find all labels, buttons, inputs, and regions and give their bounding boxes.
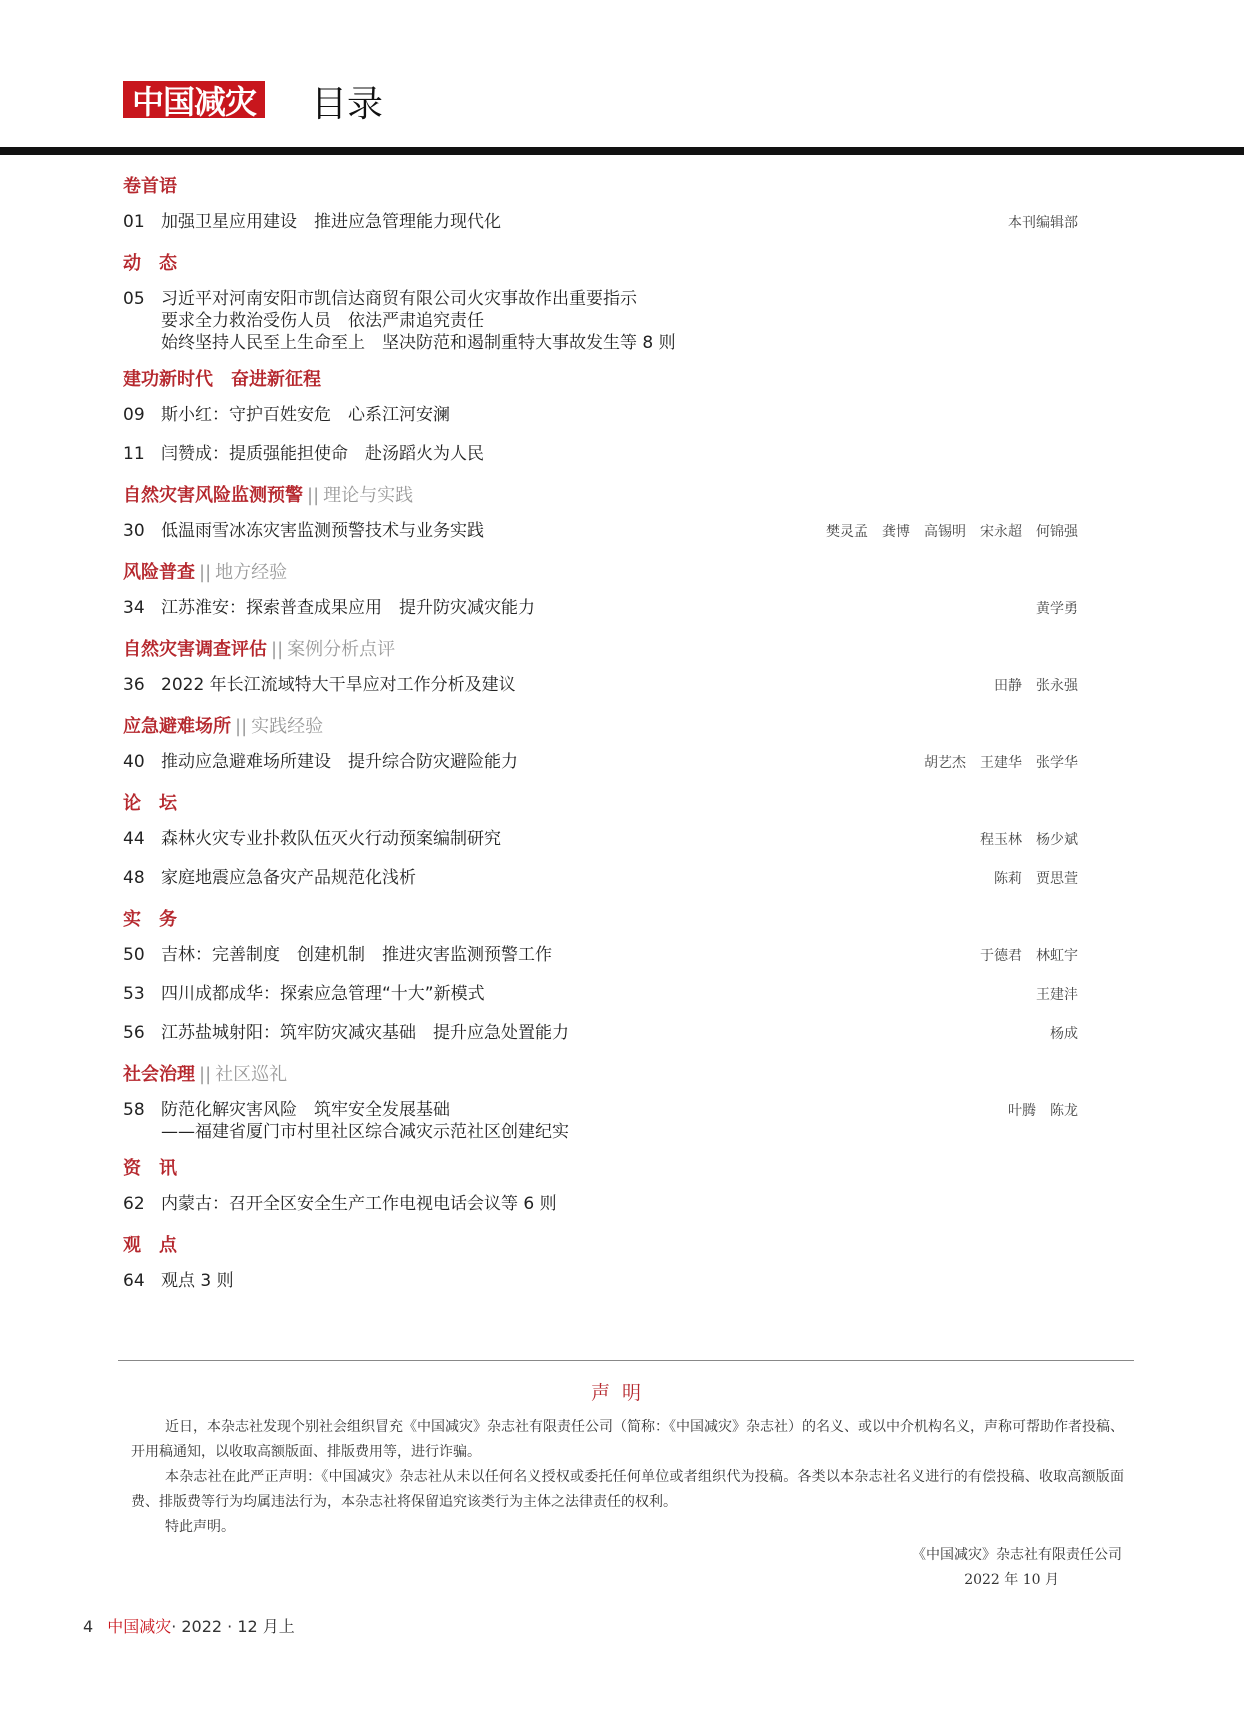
section-subtitle: 案例分析点评 xyxy=(287,639,396,660)
author-name: 黄学勇 xyxy=(1036,601,1078,617)
author-name: 杨成 xyxy=(1050,1026,1078,1042)
entry-authors xyxy=(1022,984,1078,1006)
entry-authors xyxy=(1036,1023,1078,1045)
notice-paragraph: 本杂志社在此严正声明：《中国减灾》杂志社从未以任何名义授权或委托任何单位或者组织代为投稿。各类以本杂志社名义进行的有偿投稿、收取高额版面费、排版费等行为均属违法行为，本杂志社将保留追究该类行为主体之法律责任的权利。 xyxy=(131,1469,1124,1510)
entry-authors xyxy=(1022,598,1078,620)
section-subtitle: 社区巡礼 xyxy=(215,1064,288,1085)
author-name: 王建沣 xyxy=(1036,987,1078,1003)
entry-title-line: 低温雨雪冰冻灾害监测预警技术与业务实践 xyxy=(161,521,484,541)
header-divider xyxy=(0,147,1244,155)
entry-page-number: 01 xyxy=(123,212,145,232)
entry-authors xyxy=(980,868,1078,890)
notice-paragraph: 特此声明。 xyxy=(165,1519,235,1535)
section-name: 实 务 xyxy=(123,909,177,930)
entry-title-line: 习近平对河南安阳市凯信达商贸有限公司火灾事故作出重要指示 xyxy=(161,289,637,309)
toc-section-heading xyxy=(123,1150,1078,1188)
entry-page-number: 40 xyxy=(123,752,145,772)
author-name: 贾思萱 xyxy=(1036,871,1078,887)
section-separator: || xyxy=(307,485,320,506)
toc-section-heading xyxy=(123,1056,1078,1094)
toc-section-heading xyxy=(123,554,1078,592)
toc-section-heading xyxy=(123,245,1078,283)
author-name: 本刊编辑部 xyxy=(1008,215,1078,231)
page-header xyxy=(0,0,1244,155)
toc-section-heading xyxy=(123,631,1078,669)
entry-page-number: 05 xyxy=(123,289,145,309)
author-name: 张学华 xyxy=(1036,755,1078,771)
section-name: 观 点 xyxy=(123,1235,177,1256)
section-subtitle: 地方经验 xyxy=(215,562,288,583)
entry-authors xyxy=(910,752,1078,774)
author-name: 陈龙 xyxy=(1050,1103,1078,1119)
section-separator: || xyxy=(271,639,284,660)
entry-page-number: 44 xyxy=(123,829,145,849)
entry-title-line: 江苏淮安：探索普查成果应用 提升防灾减灾能力 xyxy=(161,598,535,618)
author-name: 杨少斌 xyxy=(1036,832,1078,848)
toc-entry[interactable] xyxy=(123,1188,1078,1227)
author-name: 樊灵孟 xyxy=(826,524,868,540)
author-name: 叶腾 xyxy=(1008,1103,1036,1119)
magazine-logo: 中国减灾 xyxy=(123,81,265,118)
section-separator: || xyxy=(235,716,248,737)
table-of-contents xyxy=(123,168,1078,1304)
entry-title-line: 四川成都成华：探索应急管理“十大”新模式 xyxy=(161,984,485,1004)
entry-title-line: 加强卫星应用建设 推进应急管理能力现代化 xyxy=(161,212,501,232)
entry-page-number: 64 xyxy=(123,1271,145,1291)
toc-section-heading xyxy=(123,785,1078,823)
entry-page-number: 11 xyxy=(123,444,145,464)
page-footer xyxy=(83,1614,295,1637)
footer-magazine-name: 中国减灾 xyxy=(107,1617,172,1636)
entry-title-line: 要求全力救治受伤人员 依法严肃追究责任 xyxy=(161,311,484,331)
entry-title-line: 2022 年长江流域特大干旱应对工作分析及建议 xyxy=(161,675,516,695)
section-name: 社会治理 xyxy=(123,1064,195,1085)
entry-page-number: 48 xyxy=(123,868,145,888)
notice-title: 声明 xyxy=(590,1382,653,1404)
entry-title-line: 推动应急避难场所建设 提升综合防灾避险能力 xyxy=(161,752,518,772)
toc-entry[interactable] xyxy=(123,1017,1078,1056)
author-name: 何锦强 xyxy=(1036,524,1078,540)
toc-entry[interactable] xyxy=(123,939,1078,978)
author-name: 程玉林 xyxy=(980,832,1022,848)
notice-signature-block xyxy=(912,1543,1122,1593)
section-subtitle: 理论与实践 xyxy=(323,485,414,506)
entry-page-number: 56 xyxy=(123,1023,145,1043)
entry-authors xyxy=(994,212,1078,234)
entry-authors xyxy=(966,945,1078,967)
toc-entry[interactable] xyxy=(123,746,1078,785)
entry-page-number: 30 xyxy=(123,521,145,541)
section-name: 资 讯 xyxy=(123,1158,177,1179)
entry-title-line: 吉林：完善制度 创建机制 推进灾害监测预警工作 xyxy=(161,945,552,965)
entry-title-line: 观点 3 则 xyxy=(161,1271,234,1291)
notice-date: 2022 年 10 月 xyxy=(964,1572,1059,1588)
section-separator: || xyxy=(199,562,212,583)
entry-authors xyxy=(994,1100,1078,1122)
toc-entry[interactable] xyxy=(123,283,1078,361)
entry-authors xyxy=(812,521,1078,543)
section-name: 动 态 xyxy=(123,253,177,274)
notice-body xyxy=(131,1415,1124,1540)
toc-entry[interactable] xyxy=(123,206,1078,245)
toc-entry[interactable] xyxy=(123,823,1078,862)
toc-entry[interactable] xyxy=(123,862,1078,901)
toc-section-heading xyxy=(123,708,1078,746)
footer-issue: · 2022 · 12 月上 xyxy=(171,1617,295,1636)
author-name: 陈莉 xyxy=(994,871,1022,887)
section-name: 自然灾害风险监测预警 xyxy=(123,485,303,506)
author-name: 于德君 xyxy=(980,948,1022,964)
section-name: 应急避难场所 xyxy=(123,716,231,737)
author-name: 王建华 xyxy=(980,755,1022,771)
entry-page-number: 36 xyxy=(123,675,145,695)
toc-entry[interactable] xyxy=(123,438,1078,477)
section-name: 卷首语 xyxy=(123,176,177,197)
entry-page-number: 34 xyxy=(123,598,145,618)
toc-entry[interactable] xyxy=(123,515,1078,554)
section-name: 自然灾害调查评估 xyxy=(123,639,267,660)
entry-authors xyxy=(966,829,1078,851)
entry-page-number: 50 xyxy=(123,945,145,965)
author-name: 田静 xyxy=(994,678,1022,694)
section-separator: || xyxy=(199,1064,212,1085)
notice-signature: 《中国减灾》杂志社有限责任公司 xyxy=(912,1547,1122,1563)
toc-entry[interactable] xyxy=(123,978,1078,1017)
author-name: 林虹宇 xyxy=(1036,948,1078,964)
entry-title-line: 始终坚持人民至上生命至上 坚决防范和遏制重特大事故发生等 8 则 xyxy=(161,333,676,353)
entry-title-line: 内蒙古：召开全区安全生产工作电视电话会议等 6 则 xyxy=(161,1194,557,1214)
entry-page-number: 62 xyxy=(123,1194,145,1214)
toc-entry[interactable] xyxy=(123,1265,1078,1304)
footer-page-number: 4 xyxy=(83,1617,94,1636)
notice-paragraph: 近日，本杂志社发现个别社会组织冒充《中国减灾》杂志社有限责任公司（简称：《中国减灾》杂志社）的名义、或以中介机构名义，声称可帮助作者投稿、开用稿通知，以收取高额版面、排版费用等，进行诈骗。 xyxy=(131,1419,1124,1460)
section-subtitle: 实践经验 xyxy=(251,716,324,737)
toc-entry[interactable] xyxy=(123,399,1078,438)
toc-entry[interactable] xyxy=(123,669,1078,708)
notice-divider xyxy=(118,1360,1134,1361)
section-name: 风险普查 xyxy=(123,562,195,583)
toc-section-heading xyxy=(123,361,1078,399)
entry-page-number: 09 xyxy=(123,405,145,425)
toc-entry[interactable] xyxy=(123,1094,1078,1150)
section-name: 论 坛 xyxy=(123,793,177,814)
entry-title-line: 森林火灾专业扑救队伍灭火行动预案编制研究 xyxy=(161,829,501,849)
author-name: 宋永超 xyxy=(980,524,1022,540)
author-name: 高锡明 xyxy=(924,524,966,540)
entry-title-line: 斯小红：守护百姓安危 心系江河安澜 xyxy=(161,405,450,425)
entry-title-line: 江苏盐城射阳：筑牢防灾减灾基础 提升应急处置能力 xyxy=(161,1023,569,1043)
entry-title-line: 家庭地震应急备灾产品规范化浅析 xyxy=(161,868,416,888)
author-name: 龚博 xyxy=(882,524,910,540)
toc-section-heading xyxy=(123,168,1078,206)
author-name: 张永强 xyxy=(1036,678,1078,694)
page-title: 目录 xyxy=(311,84,384,125)
entry-title-line: ——福建省厦门市村里社区综合减灾示范社区创建纪实 xyxy=(161,1122,569,1142)
entry-page-number: 58 xyxy=(123,1100,145,1120)
toc-section-heading xyxy=(123,1227,1078,1265)
author-name: 胡艺杰 xyxy=(924,755,966,771)
entry-title-line: 闫赞成：提质强能担使命 赴汤蹈火为人民 xyxy=(161,444,484,464)
toc-section-heading xyxy=(123,477,1078,515)
section-name: 建功新时代 奋进新征程 xyxy=(123,369,321,390)
entry-title-line: 防范化解灾害风险 筑牢安全发展基础 xyxy=(161,1100,450,1120)
toc-entry[interactable] xyxy=(123,592,1078,631)
toc-section-heading xyxy=(123,901,1078,939)
entry-authors xyxy=(980,675,1078,697)
entry-page-number: 53 xyxy=(123,984,145,1004)
